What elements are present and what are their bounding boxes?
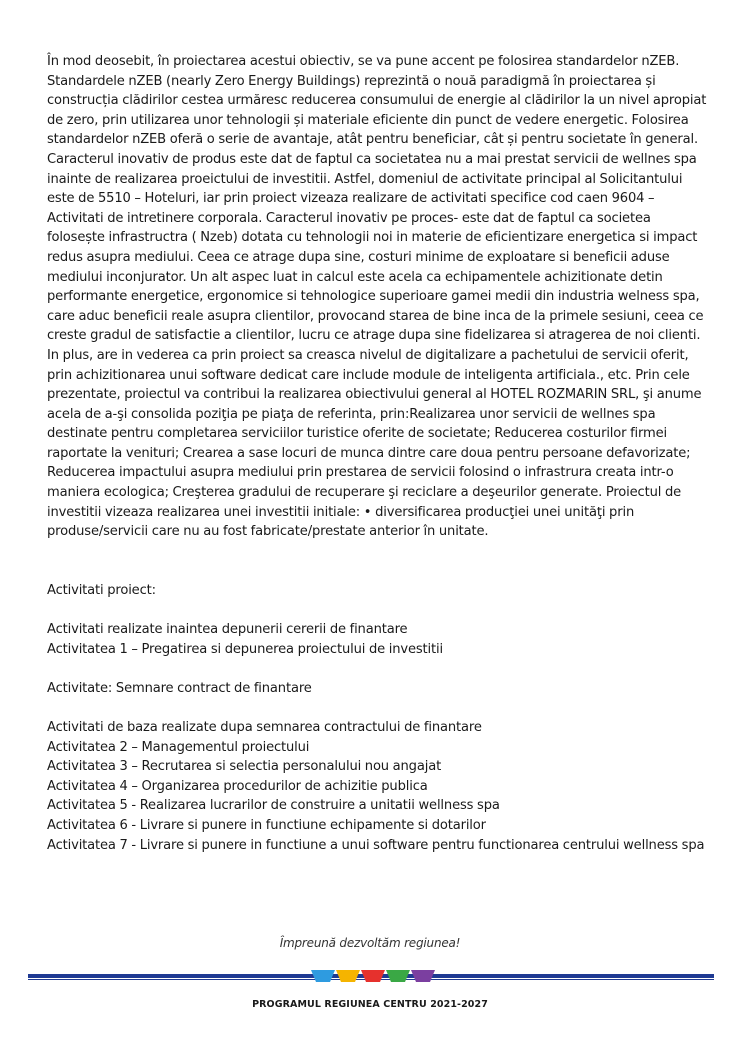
footer-band-segment — [311, 970, 335, 982]
activity-4: Activitatea 4 – Organizarea procedurilor de achizitie publica — [47, 778, 428, 794]
activity-6: Activitatea 6 - Livrare si punere in functiune echipamente si dotarilor — [47, 817, 486, 833]
main-paragraph: În mod deosebit, în proiectarea acestui obiectiv, se va pune accent pe folosirea standardelor nZEB. Standardele nZEB (nearly Zero Energy Buildings) reprezintă o nouă paradigmă în proiectarea și construcția clădirilor cestea urmăresc reducerea consumului de energie al clădirilor la un nivel apropiat de zero, prin utilizarea unor tehnologii și materiale eficiente din punct de vedere energetic. Folosirea standardelor nZEB oferă o serie de avantaje, atât pentru beneficiar, cât și pentru societate în general. Caracterul inovativ de produs este dat de faptul ca societatea nu a mai prestat servicii de wellnes spa inainte de realizarea proeictului de investitii. Astfel, domeniul de activitate principal al Solicitantului este de 5510 – Hoteluri, iar prin proiect vizeaza realizare de activitati specifice cod caen 9604 – Activitati de intretinere corporala. Caracterul inovativ pe proces- este dat de faptul ca societea folosește infrastructra ( Nzeb) dotata cu tehnologii noi in materie de eficientizare energetica si impact redus asupra mediului. Ceea ce atrage dupa sine, costuri minime de exploatare si beneficii aduse mediului inconjurator. Un alt aspec luat in calcul este acela ca echipamentele achizitionate detin performante energetice, ergonomice si tehnologice superioare gamei medii din industria welness spa, care aduc beneficii reale asupra clientilor, provocand starea de bine inca de la primele sesiuni, ceea ce creste gradul de satisfactie a clientilor, lucru ce atrage dupa sine fidelizarea si atragerea de noi clienti. In plus, are in vederea ca prin proiect sa creasca nivelul de digitalizare a pachetului de servicii oferit, prin achizitionarea unui software dedicat care include module de inteligenta artificiala., etc. Prin cele prezentate, proiectul va contribui la realizarea obiectivului general al HOTEL ROZMARIN SRL, şi anume acela de a-şi consolida poziţia pe piaţa de referinta, prin:Realizarea unor servicii de wellnes spa destinate pentru completarea serviciilor turistice oferite de societate; Reducerea costurilor firmei raportate la venituri; Crearea a sase locuri de munca dintre care doua pentru persoane defavorizate; Reducerea impactului asupra mediului prin prestarea de servicii folosind o infrastrura creata intr-o maniera ecologica; Creşterea gradului de recuperare şi reciclare a deşeurilor generate. Proiectul de investitii vizeaza realizarea unei investitii initiale: • diversificarea producţiei unei unităţi prin produse/servicii care nu au fost fabricate/prestate anterior în unitate. — [47, 54, 707, 540]
footer-color-band — [28, 970, 714, 984]
activity-3: Activitatea 3 – Recrutarea si selectia personalului nou angajat — [47, 759, 442, 775]
footer-colored-segments-icon — [28, 970, 714, 984]
contract-signing-activity: Activitate: Semnare contract de finantare — [47, 680, 312, 696]
activity-1: Activitatea 1 – Pregatirea si depunerea proiectului de investitii — [47, 641, 443, 657]
activity-5: Activitatea 5 - Realizarea lucrarilor de construire a unitatii wellness spa — [47, 798, 500, 814]
document-body — [47, 52, 707, 855]
footer-program-name: PROGRAMUL REGIUNEA CENTRU 2021-2027 — [252, 999, 488, 1010]
footer-band-segment — [361, 970, 385, 982]
post-contract-heading: Activitati de baza realizate dupa semnarea contractului de finantare — [47, 720, 482, 735]
activity-2: Activitatea 2 – Managementul proiectului — [47, 739, 310, 755]
activity-7: Activitatea 7 - Livrare si punere in functiune a unui software pentru functionarea centrului wellness spa — [47, 837, 705, 853]
footer-slogan: Împreună dezvoltăm regiunea! — [279, 936, 461, 950]
footer-band-segment — [411, 970, 435, 982]
activities-heading: Activitati proiect: — [47, 582, 156, 598]
footer-band-segment — [336, 970, 360, 982]
footer-band-segment — [386, 970, 410, 982]
pre-submission-heading: Activitati realizate inaintea depunerii cererii de finantare — [47, 622, 408, 638]
